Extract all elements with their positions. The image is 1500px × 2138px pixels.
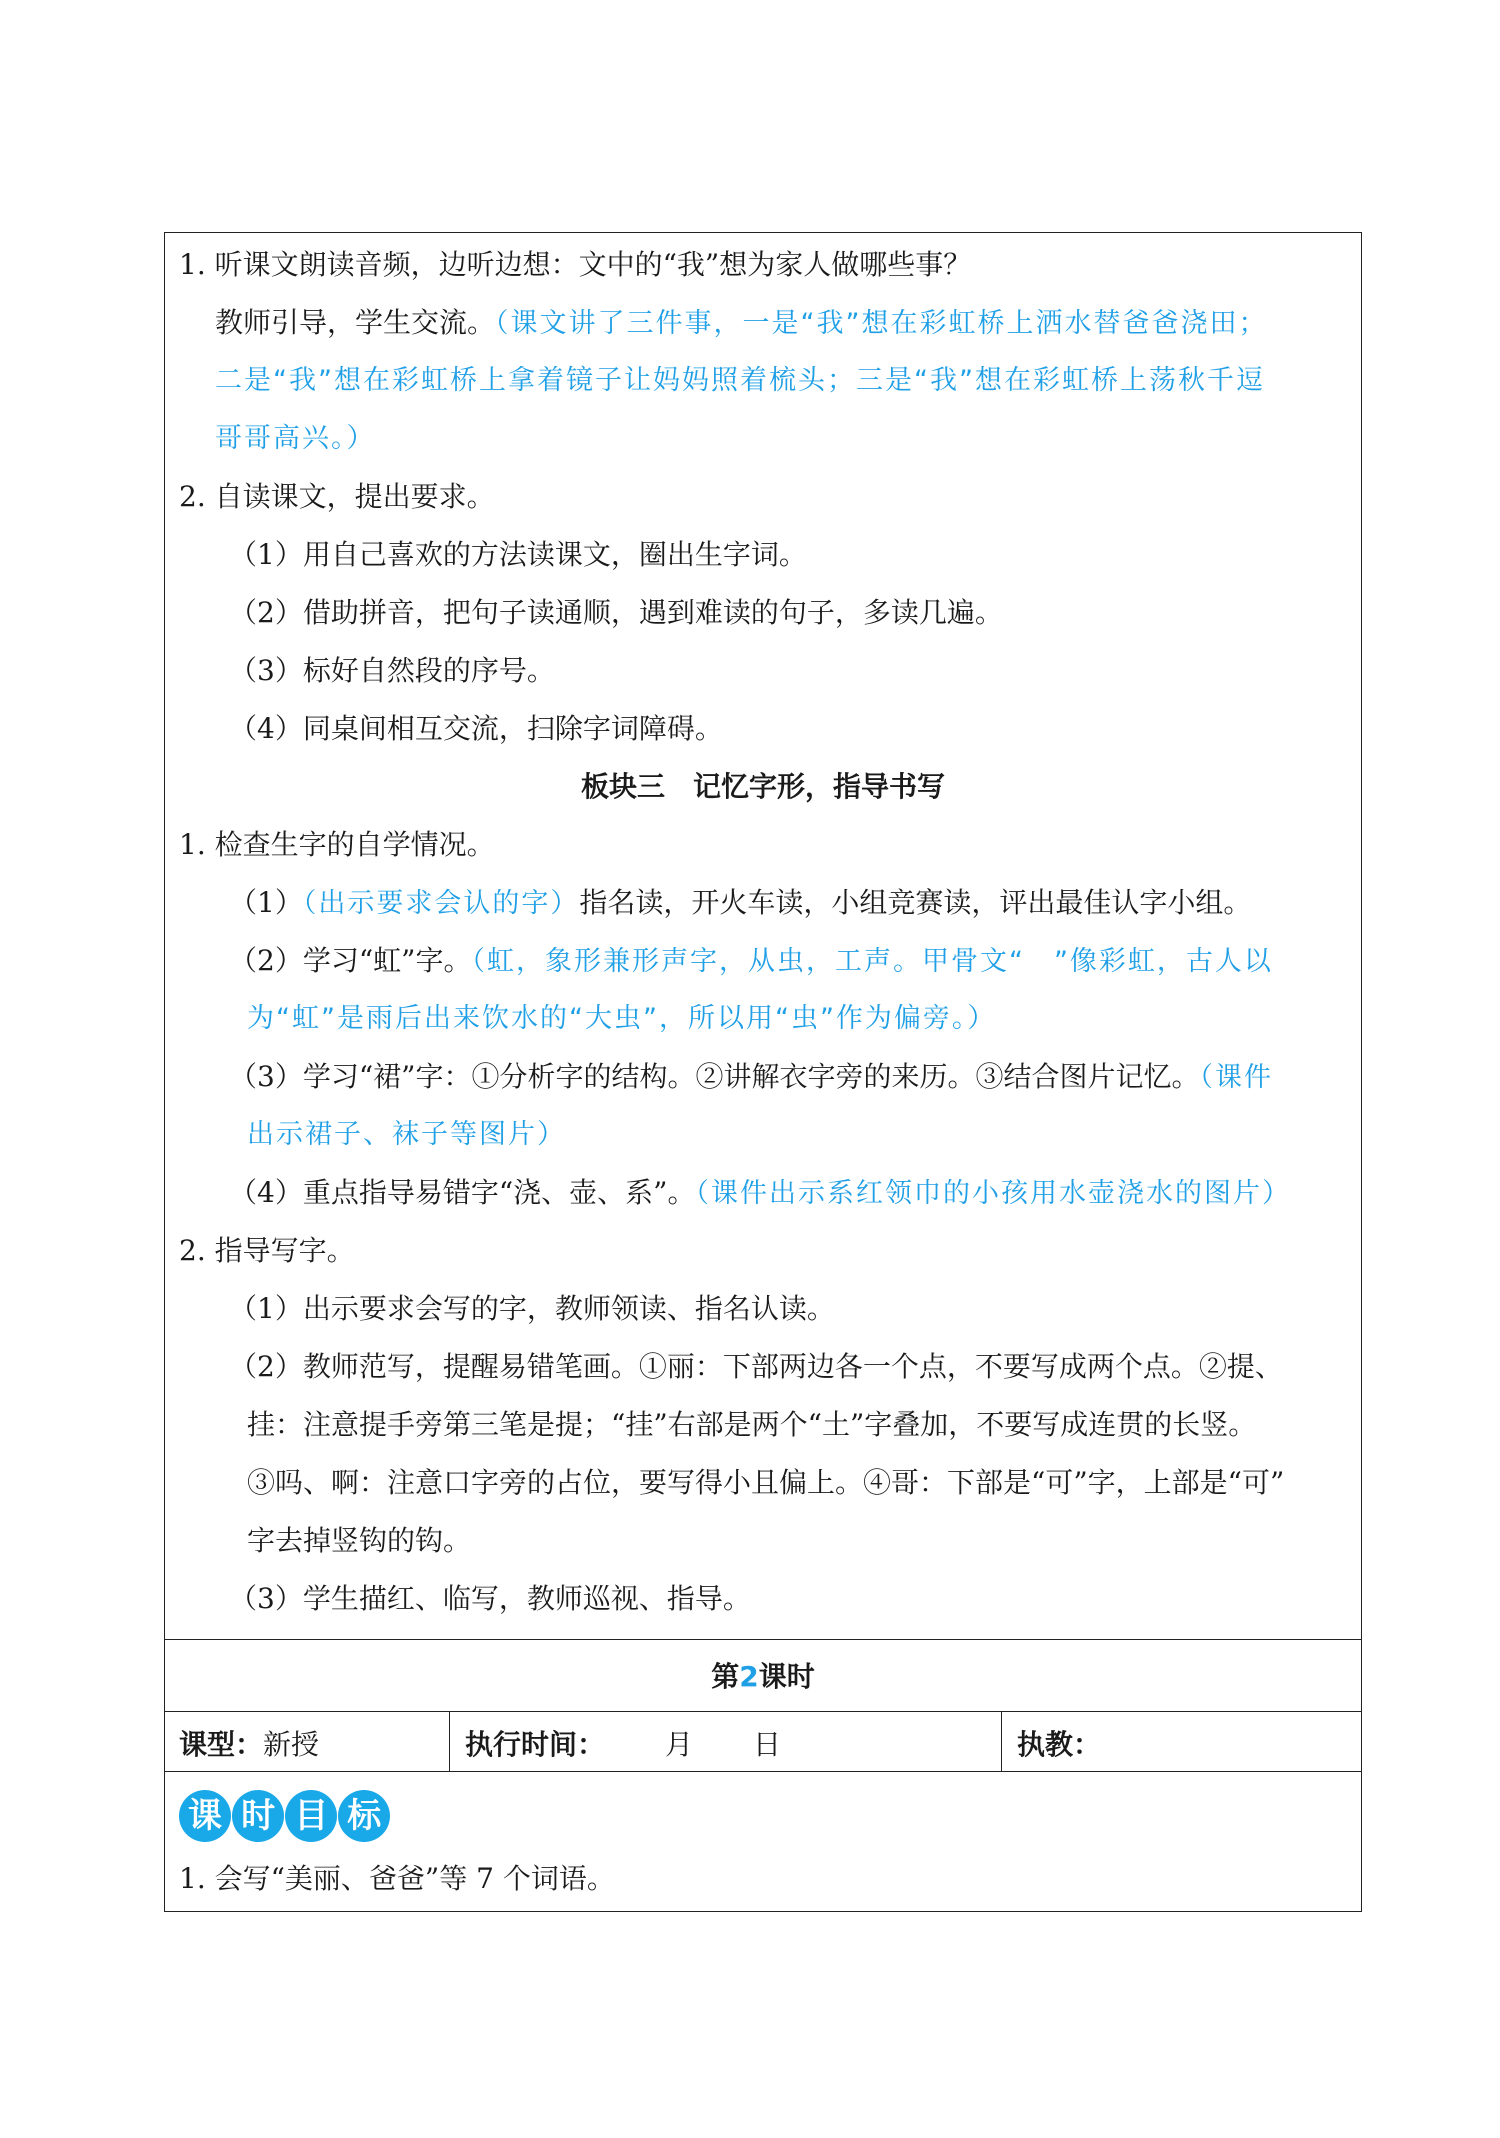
divider <box>1001 1711 1002 1771</box>
badge-char: 时 <box>232 1790 284 1842</box>
lesson-plan-table <box>164 232 1362 1912</box>
divider <box>165 1711 1361 1712</box>
requirement-3: （3）标好自然段的序号。 <box>229 654 555 687</box>
writing-item-1: （1）出示要求会写的字，教师领读、指名认读。 <box>229 1292 835 1325</box>
writing-item-2-cont-3: 字去掉竖钩的钩。 <box>247 1524 472 1557</box>
answer-text: （课文讲了三件事，一是“我”想在彩虹桥上洒水替爸爸浇田； <box>495 308 1268 339</box>
step-1-guide <box>215 303 1268 344</box>
check-item-3: （3）学习“裙”字：①分析字的结构。②讲解衣字旁的来历。③结合图片记忆。（课件 <box>229 1060 1273 1093</box>
check-text: 1. 检查生字的自学情况。 <box>179 828 495 861</box>
writing-item-2-cont-2: ③吗、啊：注意口字旁的占位，要写得小且偏上。④哥：下部是“可”字，上部是“可” <box>247 1466 1285 1499</box>
execution-time: 执行时间： 月 日 <box>465 1728 782 1761</box>
lesson-goals-badge <box>179 1790 386 1842</box>
check-item-4: （4）重点指导易错字“浇、壶、系”。（课件出示系红领巾的小孩用水壶浇水的图片） <box>229 1176 1291 1209</box>
answer-text-2: 二是“我”想在彩虹桥上拿着镜子让妈妈照着梳头；三是“我”想在彩虹桥上荡秋千逗 <box>215 365 1265 396</box>
badge-char: 标 <box>338 1790 390 1842</box>
lesson-type: 课型：新授 <box>179 1728 320 1761</box>
badge-char: 课 <box>179 1790 231 1842</box>
check-item-2-cont: 为“虹”是雨后出来饮水的“大虫”，所以用“虫”作为偏旁。） <box>247 1003 997 1034</box>
check-item-2: （2）学习“虹”字。（虹，象形兼形声字，从虫，工声。甲骨文“ ”像彩虹，古人以 <box>229 944 1273 977</box>
check-item-3-cont: 出示裙子、袜子等图片） <box>247 1119 566 1150</box>
writing-text: 2. 指导写字。 <box>179 1234 355 1267</box>
divider <box>449 1711 450 1771</box>
lesson-heading: 第2课时 <box>711 1660 815 1693</box>
badge-char: 目 <box>285 1790 337 1842</box>
answer-text-3: 哥哥高兴。） <box>215 423 376 454</box>
requirement-1: （1）用自己喜欢的方法读课文，圈出生字词。 <box>229 538 807 571</box>
writing-item-2: （2）教师范写，提醒易错笔画。①丽：下部两边各一个点，不要写成两个点。②提、 <box>229 1350 1283 1383</box>
requirement-4: （4）同桌间相互交流，扫除字词障碍。 <box>229 712 723 745</box>
guide-text: 教师引导，学生交流。 <box>215 306 496 339</box>
divider <box>165 1639 1361 1640</box>
writing-item-2-cont: 挂：注意提手旁第三笔是提；“挂”右部是两个“土”字叠加，不要写成连贯的长竖。 <box>247 1408 1257 1441</box>
writing-item-3: （3）学生描红、临写，教师巡视、指导。 <box>229 1582 751 1615</box>
section-3-heading: 板块三 记忆字形，指导书写 <box>580 770 945 803</box>
step-1-text: 1. 听课文朗读音频，边听边想：文中的“我”想为家人做哪些事？ <box>179 248 972 281</box>
divider <box>165 1771 1361 1772</box>
teacher-label: 执教： <box>1017 1728 1102 1761</box>
requirement-2: （2）借助拼音，把句子读通顺，遇到难读的句子，多读几遍。 <box>229 596 1003 629</box>
lesson-number: 2 <box>739 1660 759 1693</box>
step-2-text: 2. 自读课文，提出要求。 <box>179 480 495 513</box>
check-item-1: （1）（出示要求会认的字）指名读，开火车读，小组竞赛读，评出最佳认字小组。 <box>229 886 1252 919</box>
goal-item-1: 1. 会写“美丽、爸爸”等 7 个词语。 <box>179 1862 615 1895</box>
